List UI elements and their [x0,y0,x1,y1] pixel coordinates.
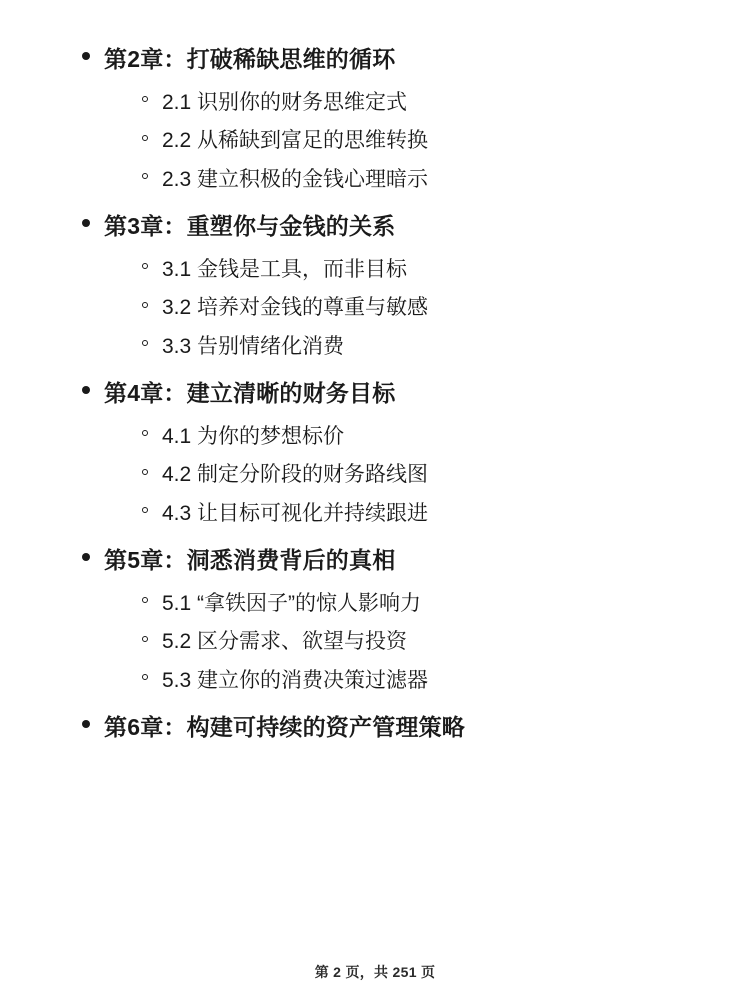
toc-chapter [60,543,690,696]
toc-section[interactable] [60,459,690,491]
hollow-bullet-icon [142,263,148,269]
section-title: 3.1 金钱是工具，而非目标 [162,257,408,281]
section-title: 2.1 识别你的财务思维定式 [162,90,408,114]
toc-chapter [60,209,690,362]
toc-section[interactable] [60,626,690,658]
section-list [60,254,690,363]
toc-chapter [60,376,690,529]
section-title: 5.1 “拿铁因子”的惊人影响力 [162,591,422,615]
filled-bullet-icon [82,386,90,394]
toc-section[interactable] [60,498,690,530]
hollow-bullet-icon [142,507,148,513]
toc-section[interactable] [60,125,690,157]
chapter-title: 第3章：重塑你与金钱的关系 [104,213,396,239]
filled-bullet-icon [82,720,90,728]
filled-bullet-icon [82,219,90,227]
toc-section[interactable] [60,331,690,363]
toc-chapter [60,42,690,195]
hollow-bullet-icon [142,430,148,436]
section-list [60,421,690,530]
chapter-heading[interactable] [60,209,690,244]
page-footer: 第 2 页，共 251 页 [314,964,436,980]
toc-section[interactable] [60,87,690,119]
toc-section[interactable] [60,254,690,286]
section-list [60,588,690,697]
chapter-title: 第2章：打破稀缺思维的循环 [104,46,396,72]
hollow-bullet-icon [142,96,148,102]
section-title: 5.2 区分需求、欲望与投资 [162,630,408,653]
section-title: 4.2 制定分阶段的财务路线图 [162,463,429,486]
section-title: 4.1 为你的梦想标价 [162,424,345,448]
filled-bullet-icon [82,553,90,561]
chapter-heading[interactable] [60,710,690,745]
chapter-title: 第4章：建立清晰的财务目标 [104,380,396,406]
hollow-bullet-icon [142,340,148,346]
toc-section[interactable] [60,665,690,697]
hollow-bullet-icon [142,469,148,475]
hollow-bullet-icon [142,674,148,680]
section-title: 4.3 让目标可视化并持续跟进 [162,501,429,525]
section-title: 3.3 告别情绪化消费 [162,334,345,358]
hollow-bullet-icon [142,135,148,141]
toc-chapter [60,710,690,745]
section-title: 2.2 从稀缺到富足的思维转换 [162,129,429,152]
section-title: 5.3 建立你的消费决策过滤器 [162,668,429,692]
hollow-bullet-icon [142,173,148,179]
chapter-heading[interactable] [60,42,690,77]
chapter-title: 第6章：构建可持续的资产管理策略 [104,714,465,740]
hollow-bullet-icon [142,636,148,642]
hollow-bullet-icon [142,597,148,603]
section-title: 2.3 建立积极的金钱心理暗示 [162,167,429,191]
toc-section[interactable] [60,588,690,620]
toc-section[interactable] [60,292,690,324]
section-list [60,87,690,196]
chapter-title: 第5章：洞悉消费背后的真相 [104,547,396,573]
chapter-heading[interactable] [60,543,690,578]
chapter-heading[interactable] [60,376,690,411]
toc-section[interactable] [60,164,690,196]
table-of-contents [60,42,690,745]
section-title: 3.2 培养对金钱的尊重与敏感 [162,296,429,319]
toc-section[interactable] [60,421,690,453]
hollow-bullet-icon [142,302,148,308]
filled-bullet-icon [82,52,90,60]
